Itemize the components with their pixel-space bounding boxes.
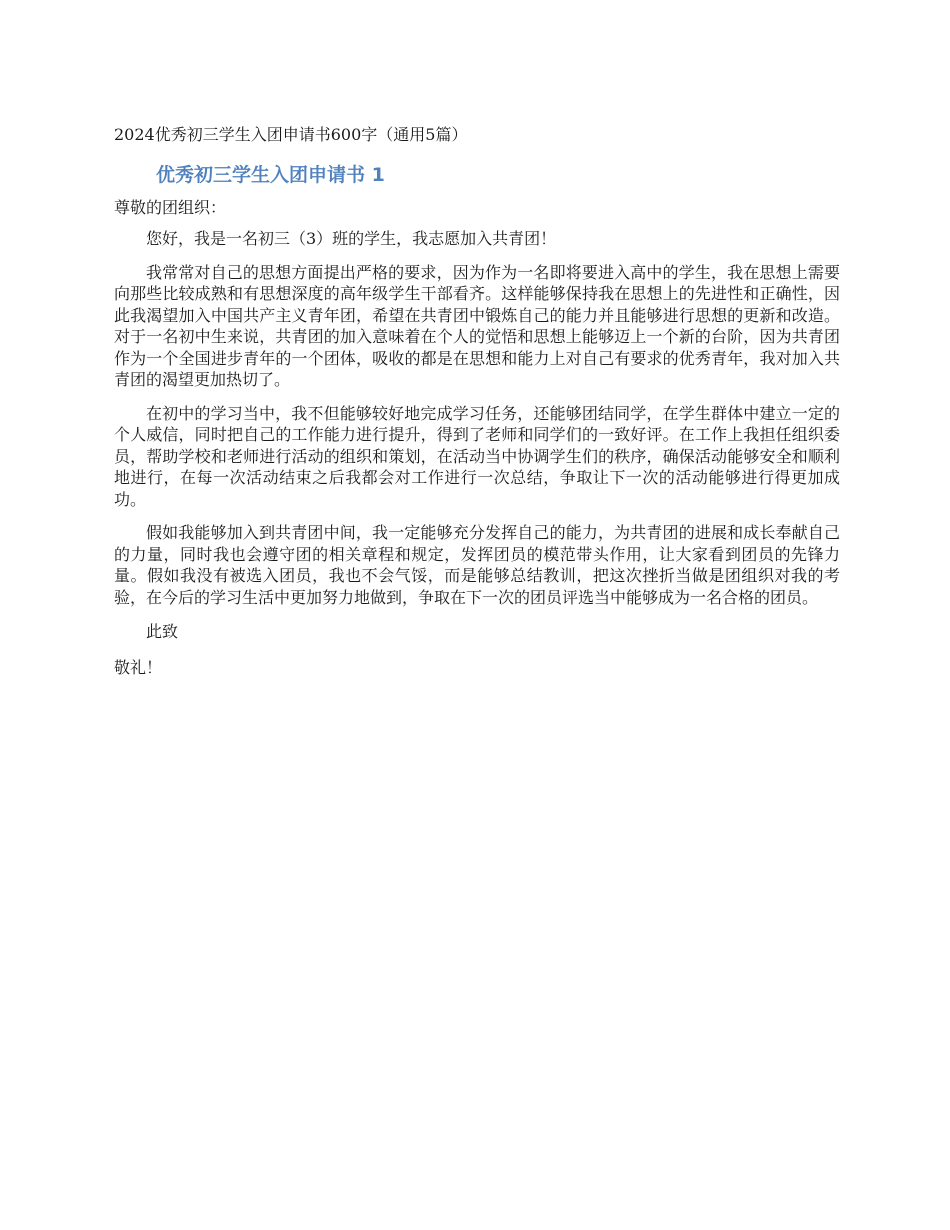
document-body <box>114 120 840 680</box>
document-title: 2024优秀初三学生入团申请书600字（通用5篇） <box>114 125 468 144</box>
paragraph-study-work: 在初中的学习当中，我不但能够较好地完成学习任务，还能够团结同学，在学生群体中建立一定的个人威信，同时把自己的工作能力进行提升，得到了老师和同学们的一致好评。在工作上我担任组织委员，帮助学校和老师进行活动的组织和策划，在活动当中协调学生们的秩序，确保活动能够安全和顺利地进行，在每一次活动结束之后我都会对工作进行一次总结，争取让下一次的活动能够进行得更加成功。 <box>114 403 840 509</box>
paragraph-greeting: 您好，我是一名初三（3）班的学生，我志愿加入共青团！ <box>146 229 557 248</box>
paragraph-thoughts: 我常常对自己的思想方面提出严格的要求，因为作为一名即将要进入高中的学生，我在思想上需要向那些比较成熟和有思想深度的高年级学生干部看齐。这样能够保持我在思想上的先进性和正确性，因此我渴望加入中国共产主义青年团，希望在共青团中锻炼自己的能力并且能够进行思想的更新和改造。对于一名初中生来说，共青团的加入意味着在个人的觉悟和思想上能够迈上一个新的台阶，因为共青团作为一个全国进步青年的一个团体，吸收的都是在思想和能力上对自己有要求的优秀青年，我对加入共青团的渴望更加热切了。 <box>114 262 840 389</box>
section-heading: 优秀初三学生入团申请书 1 <box>156 164 385 186</box>
salutation: 尊敬的团组织： <box>114 198 227 217</box>
signoff-line: 敬礼！ <box>114 658 163 677</box>
paragraph-commitment: 假如我能够加入到共青团中间，我一定能够充分发挥自己的能力，为共青团的进展和成长奉献自己的力量，同时我也会遵守团的相关章程和规定，发挥团员的模范带头作用，让大家看到团员的先锋力量。假如我没有被选入团员，我也不会气馁，而是能够总结教训，把这次挫折当做是团组织对我的考验，在今后的学习生活中更加努力地做到，争取在下一次的团员评选当中能够成为一名合格的团员。 <box>114 523 840 607</box>
closing-line: 此致 <box>146 622 179 641</box>
